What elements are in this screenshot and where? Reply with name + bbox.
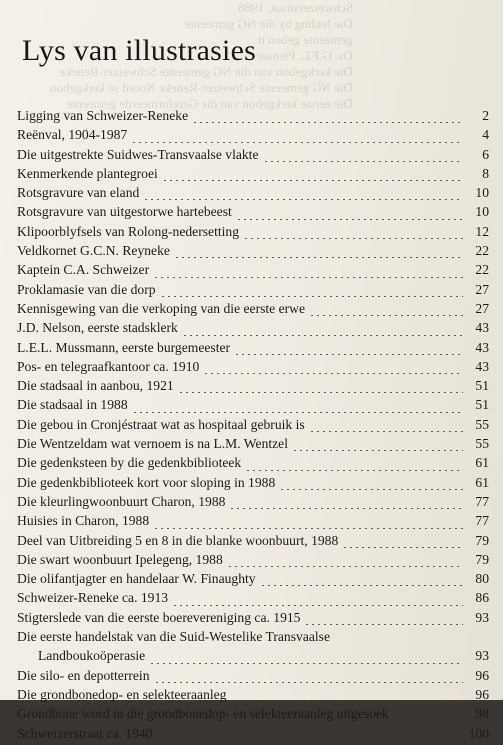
list-item (17, 185, 489, 204)
list-item (17, 648, 489, 667)
bleed-line: Die NG gemeente Schweizer-Reneke Noord se kerkgebou (50, 80, 353, 95)
dot-leader (160, 296, 463, 297)
list-item (17, 533, 489, 552)
entry-text: Die gebou in Cronjéstraat wat as hospitaal gebruik is (17, 416, 305, 432)
entry-text: Die uitgestrekte Suidwes-Transvaalse vlakte (17, 146, 259, 162)
list-item (17, 436, 489, 455)
entry-text: Die grondbonedop- en selekteeraanleg (17, 686, 227, 702)
entry-text: Schweizer-Reneke ca. 1913 (17, 590, 169, 606)
entry-text: Kenmerkende plantegroei (17, 165, 158, 181)
entry-text: Huisies in Charon, 1988 (17, 513, 150, 529)
bleed-line: Die eerste kerkgebou van die Gereformeerde gemeente (66, 96, 353, 111)
entry-page: 12 (475, 223, 489, 239)
list-item (17, 513, 489, 532)
entry-text: Reënval, 1904-1987 (17, 127, 128, 143)
dot-leader (131, 142, 463, 143)
list-item (17, 417, 489, 436)
entry-page: 77 (475, 493, 489, 509)
entry-page: 77 (475, 513, 489, 529)
entry-text: Die stadsaal in 1988 (17, 397, 128, 413)
bleed-line: Ds. G.F.L. Pienaar (256, 48, 353, 63)
dot-leader (260, 585, 463, 586)
entry-text: Grondbone word in die grondbonedop- en selekteeraanleg uitgesoek (17, 706, 389, 722)
dot-leader (182, 335, 463, 336)
entry-page: 27 (475, 300, 489, 316)
entry-text: Deel van Uitbreiding 5 en 8 in die blanke woonbuurt, 1988 (17, 532, 339, 548)
entry-text: Die gedenkbiblioteek kort voor sloping in 1988 (17, 474, 276, 490)
entry-page: 43 (475, 339, 489, 355)
entry-page: 96 (475, 686, 489, 702)
list-item (17, 629, 489, 648)
entry-page: 80 (475, 571, 489, 587)
entry-text: Ligging van Schweizer-Reneke (17, 108, 189, 123)
entry-page: 10 (475, 204, 489, 220)
dot-leader (236, 219, 463, 220)
bleed-line: Die kerkgebou van die NG gemeente Schweizer-Reneke (59, 64, 353, 79)
dot-leader (153, 277, 463, 278)
entry-text: Die olifantjagter en handelaar W. Finaughty (17, 571, 256, 587)
illustration-list (17, 108, 489, 745)
list-item (17, 108, 489, 127)
dot-leader (172, 605, 463, 606)
entry-page: 22 (475, 243, 489, 259)
entry-text: Rotsgravure van eland (17, 185, 140, 201)
entry-page: 93 (475, 648, 489, 664)
list-item (17, 243, 489, 262)
dot-leader (245, 470, 463, 471)
dot-leader (192, 122, 463, 123)
entry-text: Die kleurlingwoonbuurt Charon, 1988 (17, 493, 226, 509)
list-item (17, 127, 489, 146)
entry-text: Kaptein C.A. Schweizer (17, 262, 150, 278)
entry-text: L.E.L. Mussmann, eerste burgemeester (17, 339, 231, 355)
entry-page: 43 (475, 320, 489, 336)
entry-text: Stigterslede van die eerste boerevereniging ca. 1915 (17, 609, 301, 625)
dot-leader (178, 392, 463, 393)
dot-leader (153, 528, 463, 529)
entry-page: 86 (475, 590, 489, 606)
dot-leader (143, 199, 463, 200)
dot-leader (149, 663, 463, 664)
dot-leader (292, 450, 463, 451)
list-item (17, 455, 489, 474)
entry-text: Die eerste handelstak van die Suid-Westelike Transvaalse (17, 629, 330, 645)
entry-text: Kennisgewing van die verkoping van die eerste erwe (17, 300, 306, 316)
entry-text: Proklamasie van die dorp (17, 281, 156, 297)
list-item (17, 571, 489, 590)
list-item (17, 726, 489, 745)
list-item (17, 378, 489, 397)
list-item (17, 706, 489, 725)
entry-page: 8 (482, 165, 489, 181)
dot-leader (342, 547, 463, 548)
dot-leader (309, 431, 463, 432)
entry-text: Landboukoöperasie (38, 648, 146, 664)
list-item (17, 610, 489, 629)
entry-text: Klipoorblyfsels van Rolong-nedersetting (17, 223, 239, 239)
entry-page: 79 (475, 551, 489, 567)
list-item (17, 494, 489, 513)
entry-text: Die silo- en depotterrein (17, 667, 150, 683)
dot-leader (234, 354, 463, 355)
dot-leader (227, 566, 463, 567)
list-item (17, 204, 489, 223)
entry-text: Die Wentzeldam wat vernoem is na L.M. Wentzel (17, 436, 288, 452)
entry-page: 98 (475, 706, 489, 722)
entry-text: Veldkornet G.C.N. Reyneke (17, 243, 170, 259)
dot-leader (263, 161, 464, 162)
entry-page: 61 (475, 474, 489, 490)
entry-page: 96 (475, 667, 489, 683)
dot-leader (279, 489, 463, 490)
list-item (17, 262, 489, 281)
entry-text: J.D. Nelson, eerste stadsklerk (17, 320, 178, 336)
entry-text: Die swart woonbuurt Ipelegeng, 1988 (17, 551, 223, 567)
list-item (17, 301, 489, 320)
list-item (17, 590, 489, 609)
list-item (17, 359, 489, 378)
list-item (17, 282, 489, 301)
dot-leader (154, 682, 464, 683)
list-item (17, 320, 489, 339)
dot-leader (230, 701, 463, 702)
entry-page: 27 (475, 281, 489, 297)
entry-page: 43 (475, 358, 489, 374)
entry-text: Die gedenksteen by die gedenkbiblioteek (17, 455, 242, 471)
list-item (17, 147, 489, 166)
list-item (17, 687, 489, 706)
entry-page: 6 (482, 146, 489, 162)
dot-leader (174, 257, 463, 258)
list-item (17, 224, 489, 243)
entry-page: 51 (475, 378, 489, 394)
entry-text: Schweizerstraat ca. 1940 (17, 725, 153, 741)
entry-page: 93 (475, 609, 489, 625)
entry-text: Die stadsaal in aanbou, 1921 (17, 378, 174, 394)
entry-page: 2 (482, 108, 489, 123)
entry-text: Pos- en telegraafkantoor ca. 1910 (17, 358, 200, 374)
dot-leader (229, 508, 463, 509)
bleed-line: Die leiding by die NG gemeente (184, 16, 353, 31)
list-item (17, 668, 489, 687)
dot-leader (243, 238, 463, 239)
bleed-line: Schweizerstraat, 1988 (238, 0, 353, 15)
entry-page: 4 (482, 127, 489, 143)
entry-page: 10 (475, 185, 489, 201)
entry-page: 100 (468, 725, 489, 741)
list-item (17, 475, 489, 494)
dot-leader (393, 721, 463, 722)
list-item (17, 340, 489, 359)
entry-page: 55 (475, 436, 489, 452)
list-item (17, 397, 489, 416)
entry-page: 61 (475, 455, 489, 471)
bleed-line: gemeente gebou tt (257, 32, 353, 47)
entry-page: 51 (475, 397, 489, 413)
entry-page: 22 (475, 262, 489, 278)
page-title: Lys van illustrasies (22, 34, 256, 67)
dot-leader (304, 624, 463, 625)
entry-text: Rotsgravure van uitgestorwe hartebeest (17, 204, 232, 220)
dot-leader (162, 180, 463, 181)
entry-page: 55 (475, 416, 489, 432)
entry-page: 79 (475, 532, 489, 548)
dot-leader (157, 740, 464, 741)
list-item (17, 552, 489, 571)
dot-leader (309, 315, 463, 316)
dot-leader (132, 412, 463, 413)
list-item (17, 166, 489, 185)
dot-leader (203, 373, 463, 374)
